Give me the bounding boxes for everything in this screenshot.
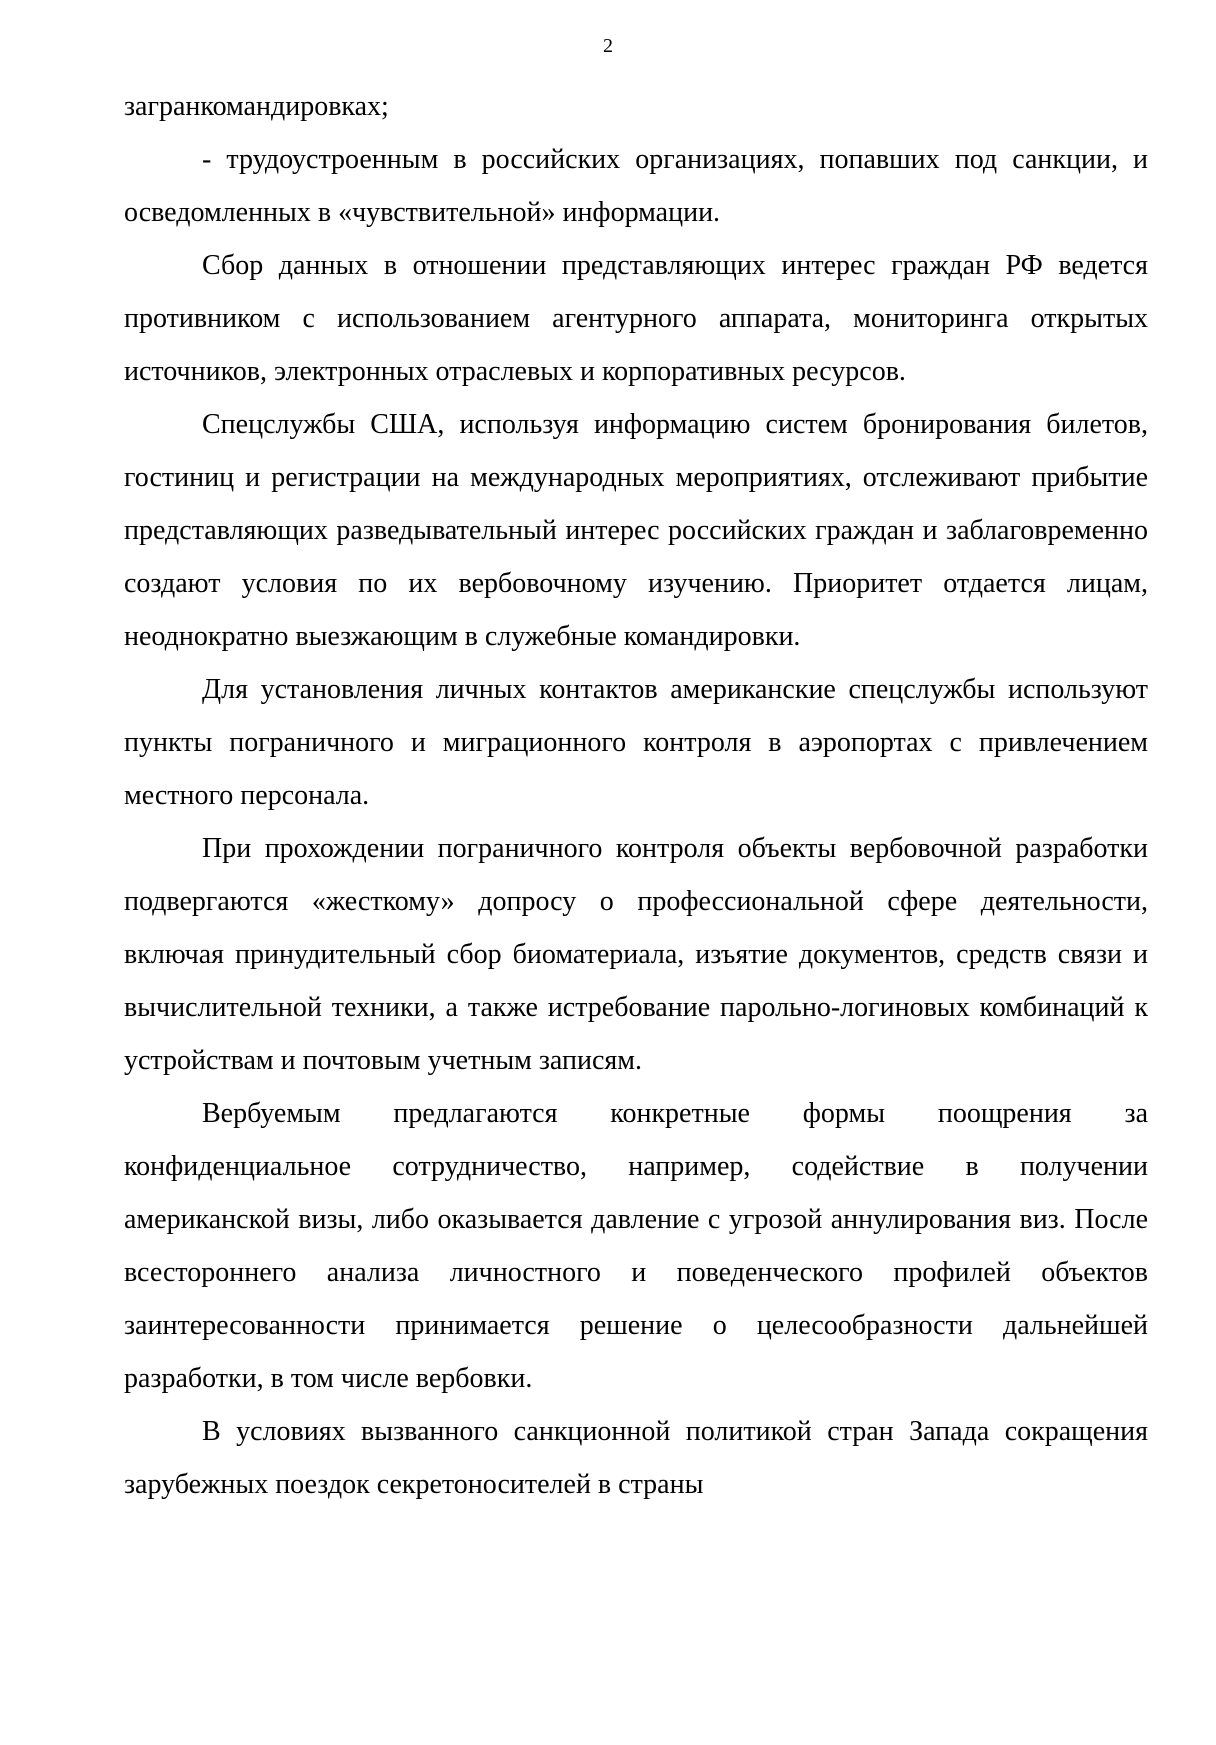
paragraph-us-intelligence: Спецслужбы США, используя информацию систем бронирования билетов, гостиниц и регистрации на международных мероприятиях, отслеживают прибытие представляющих разведывательный интерес российских граждан и заблаговременно создают условия по их вербовочному изучению. Приоритет отдается лицам, неоднократно выезжающим в служебные командировки. <box>124 409 1148 652</box>
paragraph-list-item: - трудоустроенным в российских организациях, попавших под санкции, и осведомленных в «чувствительной» информации. <box>124 144 1148 228</box>
paragraph-personal-contacts: Для установления личных контактов американские спецслужбы используют пункты пограничного и миграционного контроля в аэропортах с привлечением местного персонала. <box>124 674 1148 811</box>
page-number: 2 <box>603 35 613 57</box>
paragraph-border-control: При прохождении пограничного контроля объекты вербовочной разработки подвергаются «жесткому» допросу о профессиональной сфере деятельности, включая принудительный сбор биоматериала, изъятие документов, средств связи и вычислительной техники, а также истребование парольно-логиновых комбинаций к устройствам и почтовым учетным записям. <box>124 833 1148 1076</box>
paragraph-continuation: загранкомандировках; <box>124 91 389 122</box>
document-body <box>124 80 1148 1511</box>
paragraph-data-collection: Сбор данных в отношении представляющих интерес граждан РФ ведется противником с использованием агентурного аппарата, мониторинга открытых источников, электронных отраслевых и корпоративных ресурсов. <box>124 250 1148 387</box>
paragraph-sanctions: В условиях вызванного санкционной политикой стран Запада сокращения зарубежных поездок секретоносителей в страны <box>124 1416 1148 1500</box>
paragraph-recruitment: Вербуемым предлагаются конкретные формы поощрения за конфиденциальное сотрудничество, например, содействие в получении американской визы, либо оказывается давление с угрозой аннулирования виз. После всестороннего анализа личностного и поведенческого профилей объектов заинтересованности принимается решение о целесообразности дальнейшей разработки, в том числе вербовки. <box>124 1098 1148 1394</box>
